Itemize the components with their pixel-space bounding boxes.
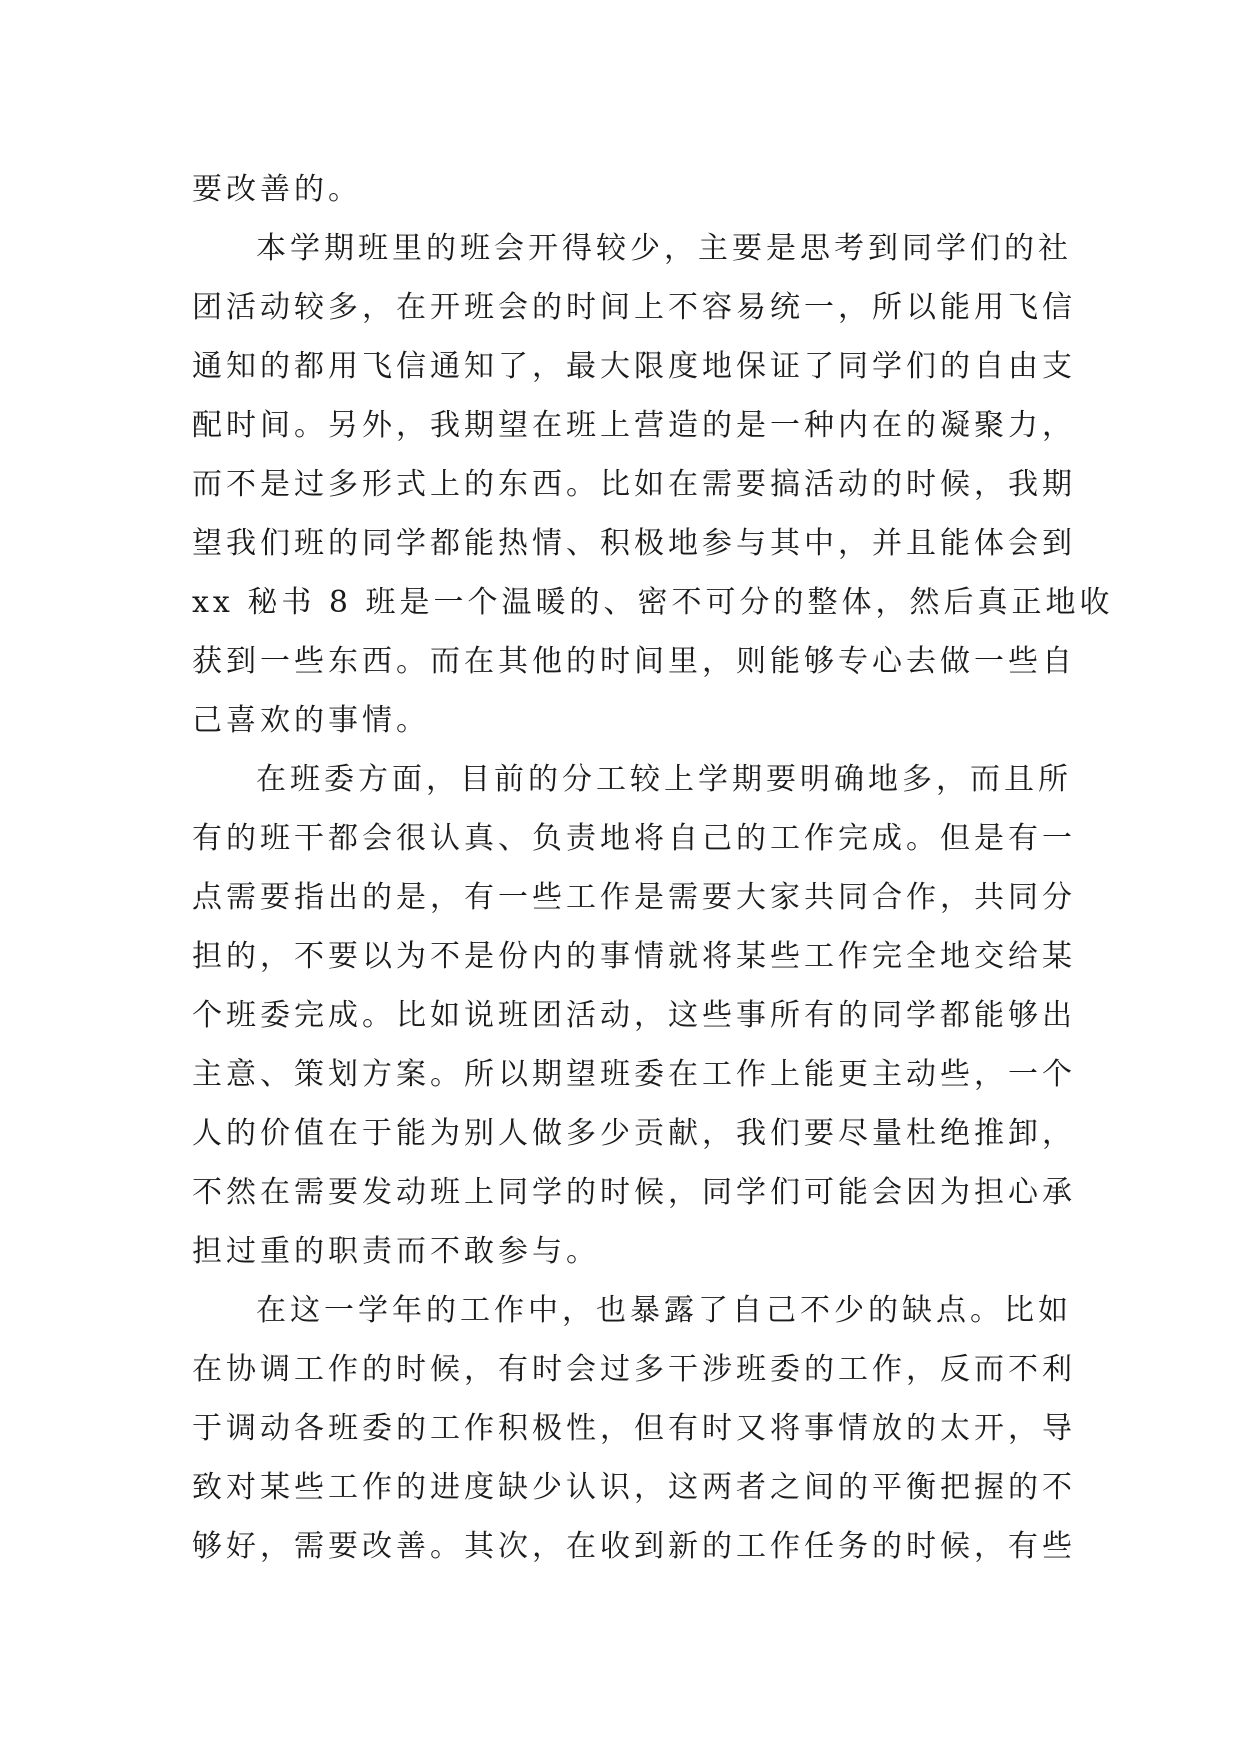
text-line: 有的班干都会很认真、负责地将自己的工作完成。但是有一 (192, 821, 1076, 856)
text-line: 获到一些东西。而在其他的时间里，则能够专心去做一些自 (192, 644, 1076, 679)
text-line: 通知的都用飞信通知了，最大限度地保证了同学们的自由支 (192, 349, 1076, 384)
text-line: 够好，需要改善。其次，在收到新的工作任务的时候，有些 (192, 1529, 1076, 1564)
text-line: 在协调工作的时候，有时会过多干涉班委的工作，反而不利 (192, 1352, 1076, 1387)
paragraph (192, 750, 1076, 1281)
text-line: 于调动各班委的工作积极性，但有时又将事情放的太开，导 (192, 1411, 1076, 1446)
text-line: 主意、策划方案。所以期望班委在工作上能更主动些，一个 (192, 1057, 1076, 1092)
text-line: 不然在需要发动班上同学的时候，同学们可能会因为担心承 (192, 1175, 1076, 1210)
paragraph (192, 1281, 1076, 1576)
text-line: 致对某些工作的进度缺少认识，这两者之间的平衡把握的不 (192, 1470, 1076, 1505)
text-line: 担的，不要以为不是份内的事情就将某些工作完全地交给某 (192, 939, 1076, 974)
text-line: 要改善的。 (192, 172, 362, 207)
text-line: 己喜欢的事情。 (192, 703, 430, 738)
document-body (192, 160, 1114, 1576)
text-line: 个班委完成。比如说班团活动，这些事所有的同学都能够出 (192, 998, 1076, 1033)
text-line: 而不是过多形式上的东西。比如在需要搞活动的时候，我期 (192, 467, 1076, 502)
paragraph (192, 219, 1114, 750)
text-line (192, 750, 1072, 809)
text-line (192, 219, 1072, 278)
text-line: 点需要指出的是，有一些工作是需要大家共同合作，共同分 (192, 880, 1076, 915)
text-line: xx 秘书 8 班是一个温暖的、密不可分的整体，然后真正地收 (192, 585, 1114, 620)
text-line: 担过重的职责而不敢参与。 (192, 1234, 600, 1269)
text-line: 人的价值在于能为别人做多少贡献，我们要尽量杜绝推卸， (192, 1116, 1076, 1151)
text-line: 望我们班的同学都能热情、积极地参与其中，并且能体会到 (192, 526, 1076, 561)
paragraph (192, 160, 1052, 219)
text-line-content: 本学期班里的班会开得较少，主要是思考到同学们的社 (256, 231, 1072, 266)
text-line-content: 在这一学年的工作中，也暴露了自己不少的缺点。比如 (256, 1293, 1072, 1328)
text-line (192, 1281, 1072, 1340)
text-line: 团活动较多，在开班会的时间上不容易统一，所以能用飞信 (192, 290, 1076, 325)
text-line: 配时间。另外，我期望在班上营造的是一种内在的凝聚力， (192, 408, 1076, 443)
text-line-content: 在班委方面，目前的分工较上学期要明确地多，而且所 (256, 762, 1072, 797)
